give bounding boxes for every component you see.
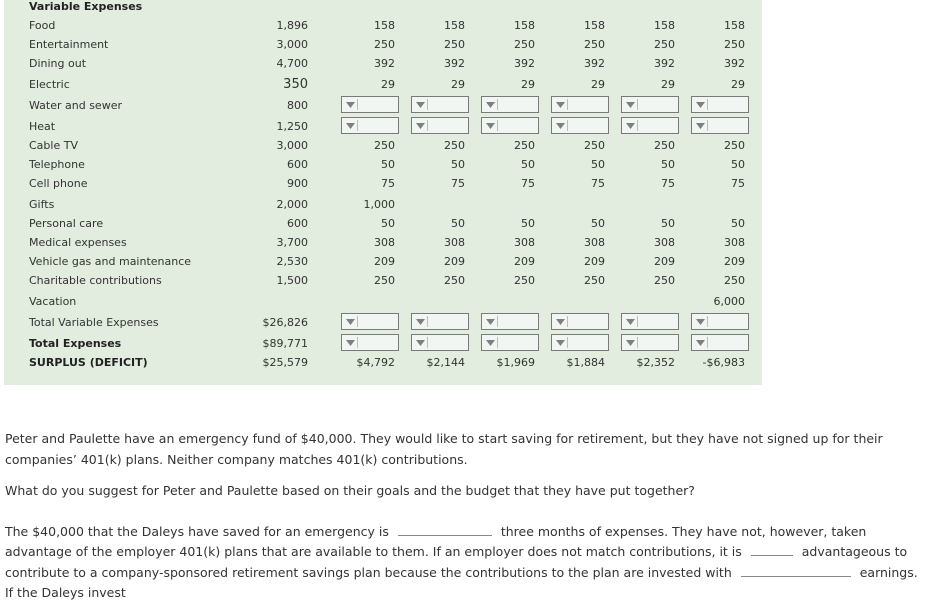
month-value: 209: [584, 255, 605, 268]
triangle-down-icon: [626, 340, 635, 346]
row-label: Vehicle gas and maintenance: [29, 255, 192, 268]
row-label: Cable TV: [29, 139, 78, 152]
row-label: Gifts: [29, 198, 55, 211]
month-value: 250: [514, 38, 535, 51]
month-dropdown[interactable]: [411, 117, 469, 134]
month-value: 50: [661, 158, 675, 171]
month-value: 250: [374, 139, 395, 152]
month-value: 50: [451, 217, 465, 230]
month-value: 75: [521, 177, 535, 190]
table-row: [0, 314, 934, 332]
month-value: 50: [451, 158, 465, 171]
month-value: 308: [444, 236, 465, 249]
table-row: [0, 293, 934, 311]
triangle-down-icon: [696, 319, 705, 325]
row-label: Total Expenses: [29, 337, 122, 350]
month-value: 158: [584, 19, 605, 32]
month-value: 392: [584, 57, 605, 70]
paragraph-2: What do you suggest for Peter and Paulette based on their goals and the budget that they have put together?: [5, 483, 695, 498]
table-row: [0, 76, 934, 94]
triangle-down-icon: [416, 340, 425, 346]
annual-total: 2,000: [276, 198, 308, 211]
p3-line3a: company-sponsored retirement savings plan because the contributions to the plan are invested with: [101, 564, 732, 580]
month-value: 209: [654, 255, 675, 268]
row-label: Food: [29, 19, 56, 32]
month-value: 6,000: [713, 295, 745, 308]
month-value: 250: [584, 274, 605, 287]
month-dropdown[interactable]: [621, 96, 679, 113]
table-row: [0, 55, 934, 73]
month-value: 75: [451, 177, 465, 190]
month-value: 308: [584, 236, 605, 249]
month-value: 50: [591, 217, 605, 230]
month-value: $2,352: [636, 356, 675, 369]
month-dropdown[interactable]: [411, 334, 469, 351]
month-dropdown[interactable]: [481, 313, 539, 330]
annual-total: 600: [287, 158, 308, 171]
triangle-down-icon: [626, 319, 635, 325]
month-value: 250: [654, 274, 675, 287]
month-value: 50: [521, 217, 535, 230]
month-value: 75: [661, 177, 675, 190]
month-dropdown[interactable]: [551, 96, 609, 113]
month-value: 250: [724, 139, 745, 152]
month-value: 29: [381, 78, 395, 91]
table-row: [0, 272, 934, 290]
month-value: 209: [374, 255, 395, 268]
month-value: 29: [731, 78, 745, 91]
month-dropdown[interactable]: [481, 117, 539, 134]
month-value: 1,000: [363, 198, 395, 211]
month-value: 250: [514, 139, 535, 152]
month-value: 250: [444, 38, 465, 51]
annual-total: 1,250: [276, 120, 308, 133]
p3-line3b: earnings. If the Daleys invest: [5, 564, 918, 600]
month-value: 392: [444, 57, 465, 70]
month-value: 29: [591, 78, 605, 91]
month-value: 75: [591, 177, 605, 190]
month-value: 50: [661, 217, 675, 230]
row-label: Electric: [29, 78, 70, 91]
month-value: $4,792: [356, 356, 395, 369]
month-dropdown[interactable]: [341, 334, 399, 351]
month-value: 158: [514, 19, 535, 32]
month-value: 392: [654, 57, 675, 70]
month-value: 29: [661, 78, 675, 91]
annual-total: 800: [287, 99, 308, 112]
month-value: 308: [374, 236, 395, 249]
triangle-down-icon: [416, 319, 425, 325]
table-row: [0, 17, 934, 35]
month-dropdown[interactable]: [551, 313, 609, 330]
row-label: Telephone: [29, 158, 85, 171]
month-dropdown[interactable]: [621, 313, 679, 330]
month-dropdown[interactable]: [691, 334, 749, 351]
triangle-down-icon: [346, 340, 355, 346]
month-value: 250: [444, 139, 465, 152]
annual-total: 1,500: [276, 274, 308, 287]
triangle-down-icon: [346, 319, 355, 325]
p3-line1a: The $40,000 that the Daleys have saved for an emergency is: [5, 523, 389, 539]
triangle-down-icon: [416, 123, 425, 129]
month-dropdown[interactable]: [621, 334, 679, 351]
triangle-down-icon: [346, 102, 355, 108]
table-row: [0, 175, 934, 193]
month-dropdown[interactable]: [481, 96, 539, 113]
month-value: 75: [731, 177, 745, 190]
triangle-down-icon: [346, 123, 355, 129]
annual-total: 900: [287, 177, 308, 190]
annual-total: $25,579: [262, 356, 308, 369]
annual-total: 600: [287, 217, 308, 230]
month-value: $2,144: [426, 356, 465, 369]
annual-total: 1,896: [276, 19, 308, 32]
annual-total: 2,530: [276, 255, 308, 268]
triangle-down-icon: [556, 102, 565, 108]
month-value: 50: [381, 158, 395, 171]
month-value: 308: [654, 236, 675, 249]
annual-total: 3,700: [276, 236, 308, 249]
month-value: 209: [724, 255, 745, 268]
month-value: 250: [584, 139, 605, 152]
month-value: 250: [584, 38, 605, 51]
table-row: [0, 97, 934, 115]
triangle-down-icon: [556, 123, 565, 129]
answer-blank-3[interactable]: [741, 563, 851, 577]
question-text: [5, 429, 925, 604]
table-row: [0, 253, 934, 271]
row-label: Charitable contributions: [29, 274, 162, 287]
table-row: [0, 335, 934, 353]
table-row: [0, 118, 934, 136]
month-value: 158: [444, 19, 465, 32]
p3-line2a: the employer 401(k) plans that are available to them. If an employer does not match contributions, it is: [91, 544, 742, 559]
month-value: 250: [654, 139, 675, 152]
month-value: 50: [591, 158, 605, 171]
month-value: 250: [724, 274, 745, 287]
triangle-down-icon: [416, 102, 425, 108]
month-value: 29: [521, 78, 535, 91]
triangle-down-icon: [626, 123, 635, 129]
month-dropdown[interactable]: [481, 334, 539, 351]
triangle-down-icon: [696, 123, 705, 129]
row-label: Water and sewer: [29, 99, 122, 112]
month-value: 158: [724, 19, 745, 32]
triangle-down-icon: [696, 340, 705, 346]
answer-blank-2[interactable]: [751, 542, 793, 556]
p3-line2b: advantageous to contribute to a: [5, 544, 908, 580]
triangle-down-icon: [486, 123, 495, 129]
month-dropdown[interactable]: [341, 96, 399, 113]
triangle-down-icon: [486, 102, 495, 108]
triangle-down-icon: [486, 319, 495, 325]
triangle-down-icon: [486, 340, 495, 346]
section-title: Variable Expenses: [29, 0, 143, 13]
annual-total: 350: [283, 77, 308, 92]
month-value: 308: [724, 236, 745, 249]
month-value: 392: [724, 57, 745, 70]
annual-total: 3,000: [276, 139, 308, 152]
month-dropdown[interactable]: [691, 117, 749, 134]
month-dropdown[interactable]: [551, 117, 609, 134]
month-value: $1,884: [566, 356, 605, 369]
annual-total: $26,826: [262, 316, 308, 329]
table-row: [0, 36, 934, 54]
annual-total: 3,000: [276, 38, 308, 51]
answer-blank-1[interactable]: [398, 522, 492, 536]
month-value: 392: [514, 57, 535, 70]
month-dropdown[interactable]: [621, 117, 679, 134]
triangle-down-icon: [556, 340, 565, 346]
month-dropdown[interactable]: [411, 96, 469, 113]
month-value: 250: [654, 38, 675, 51]
month-dropdown[interactable]: [341, 313, 399, 330]
month-value: 158: [654, 19, 675, 32]
table-row: [0, 354, 934, 372]
month-value: 250: [374, 274, 395, 287]
month-dropdown[interactable]: [411, 313, 469, 330]
row-label: Medical expenses: [29, 236, 127, 249]
month-value: 308: [514, 236, 535, 249]
month-value: 250: [374, 38, 395, 51]
month-value: 50: [521, 158, 535, 171]
table-row: [0, 234, 934, 252]
month-dropdown[interactable]: [691, 96, 749, 113]
month-value: 29: [451, 78, 465, 91]
month-value: 250: [444, 274, 465, 287]
month-value: -$6,983: [702, 356, 745, 369]
month-value: 75: [381, 177, 395, 190]
table-row: [0, 215, 934, 233]
month-value: 158: [374, 19, 395, 32]
month-dropdown[interactable]: [341, 117, 399, 134]
row-label: Entertainment: [29, 38, 109, 51]
month-value: 392: [374, 57, 395, 70]
month-value: 50: [731, 158, 745, 171]
month-value: 50: [731, 217, 745, 230]
paragraph-1: Peter and Paulette have an emergency fund of $40,000. They would like to start saving for retirement, but they have not signed up for their companies’ 401(k) plans. Neither company matches 401(k) contributions.: [5, 431, 883, 467]
month-value: 209: [514, 255, 535, 268]
triangle-down-icon: [696, 102, 705, 108]
annual-total: $89,771: [262, 337, 308, 350]
month-value: $1,969: [496, 356, 535, 369]
table-row: [0, 156, 934, 174]
paragraph-3: [5, 522, 925, 604]
month-value: 250: [514, 274, 535, 287]
triangle-down-icon: [626, 102, 635, 108]
month-value: 50: [381, 217, 395, 230]
row-label: Vacation: [29, 295, 77, 308]
annual-total: 4,700: [276, 57, 308, 70]
triangle-down-icon: [556, 319, 565, 325]
month-dropdown[interactable]: [691, 313, 749, 330]
row-label: Total Variable Expenses: [29, 316, 159, 329]
p3-line1b: three months of expenses. They have not, however, taken advantage of: [5, 523, 867, 559]
row-label: Dining out: [29, 57, 87, 70]
row-label: Heat: [29, 120, 56, 133]
month-value: 250: [724, 38, 745, 51]
row-label: SURPLUS (DEFICIT): [29, 356, 148, 369]
row-label: Personal care: [29, 217, 104, 230]
row-label: Cell phone: [29, 177, 88, 190]
table-row: [0, 196, 934, 214]
month-dropdown[interactable]: [551, 334, 609, 351]
month-value: 209: [444, 255, 465, 268]
table-row: [0, 137, 934, 155]
